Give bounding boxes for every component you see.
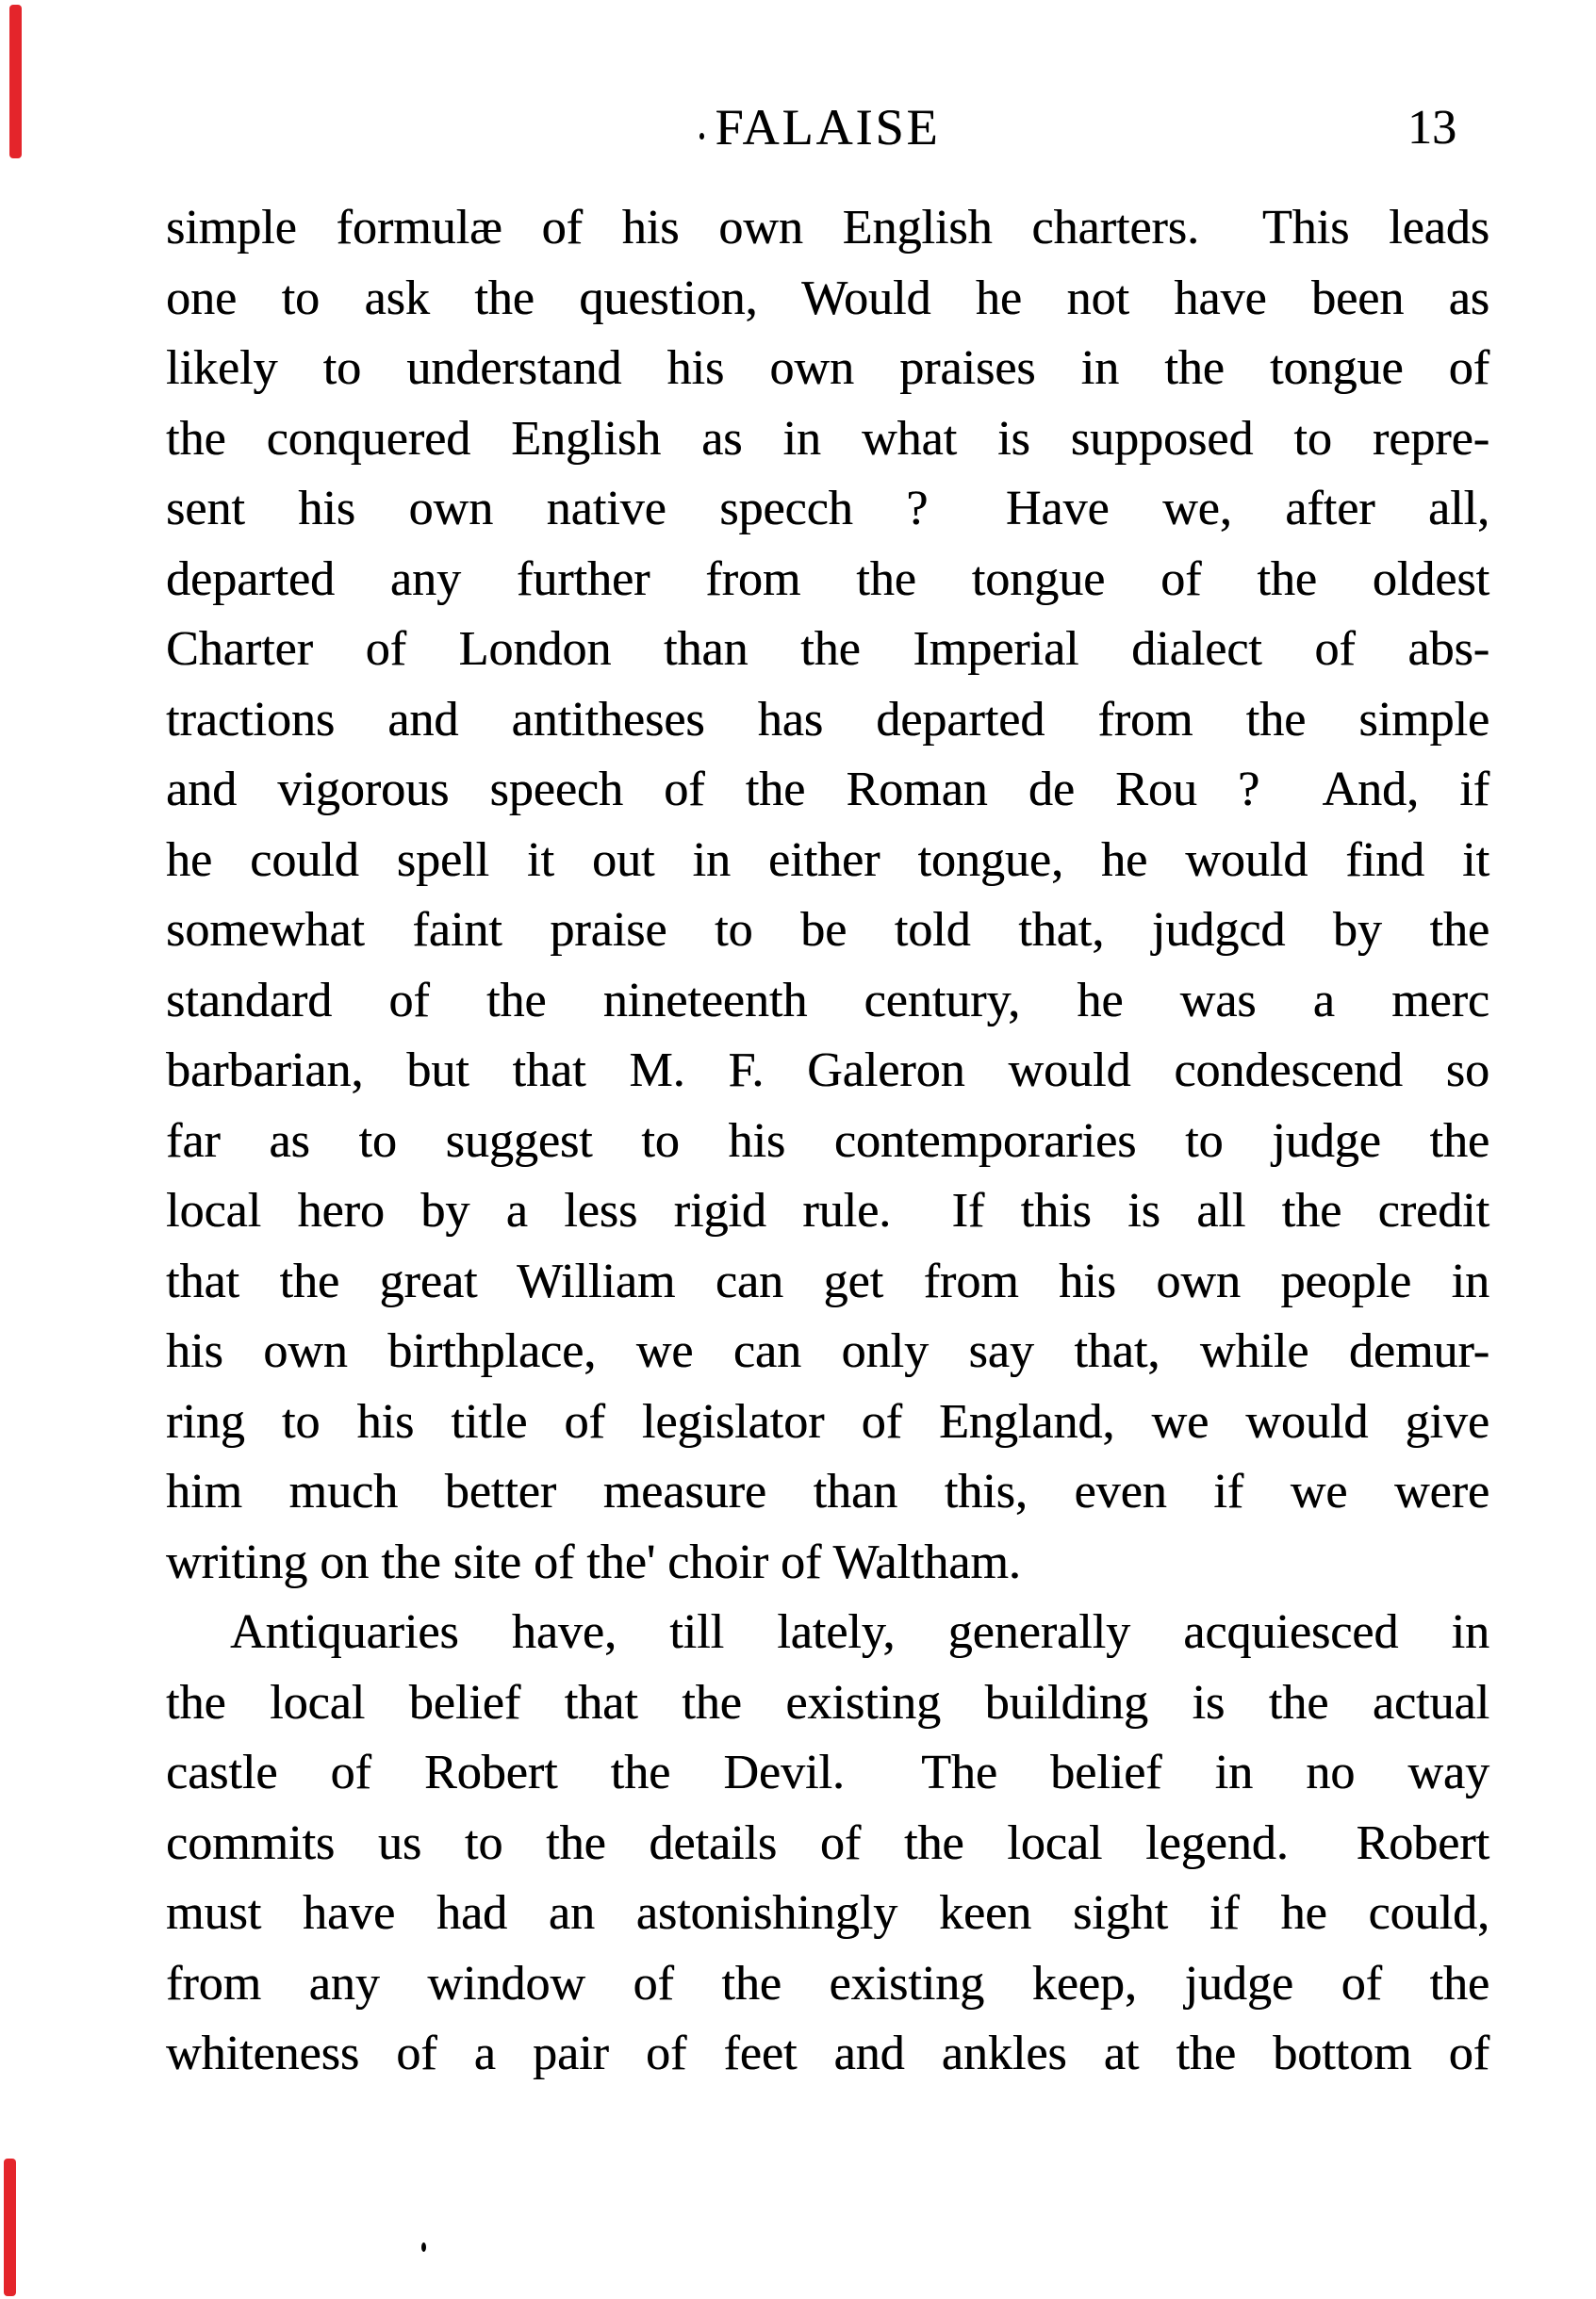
text-line: simple formulæ of his own English charters. This leads xyxy=(166,201,1489,255)
text-line: castle of Robert the Devil. The belief in no way xyxy=(166,1746,1489,1799)
text-line: local hero by a less rigid rule. If this is all the credit xyxy=(166,1184,1489,1238)
text-line: Antiquaries have, till lately, generally acquiesced in xyxy=(230,1605,1489,1659)
text-line: the local belief that the existing building is the actual xyxy=(166,1675,1489,1730)
red-scan-mark-bottom-left xyxy=(4,2159,16,2296)
text-line: commits us to the details of the local legend. Robert xyxy=(166,1815,1489,1870)
red-scan-mark-top-left xyxy=(9,5,22,158)
text-line: from any window of the existing keep, judge of the xyxy=(166,1956,1489,2011)
running-head-title: FALAISE xyxy=(715,99,941,156)
text-line: whiteness of a pair of feet and ankles at the bottom of xyxy=(166,2027,1489,2080)
text-line: ring to his title of legislator of England, we would give xyxy=(166,1394,1489,1449)
text-line: departed any further from the tongue of the oldest xyxy=(166,551,1489,606)
paragraph xyxy=(166,193,1489,1598)
text-line: barbarian, but that M. F. Galeron would condescend so xyxy=(166,1043,1489,1097)
text-line: tractions and antitheses has departed from the simple xyxy=(166,692,1489,747)
text-line: the conquered English as in what is supposed to repre- xyxy=(166,411,1489,466)
text-line: somewhat faint praise to be told that, judgcd by the xyxy=(166,903,1489,957)
text-line: his own birthplace, we can only say that, while demur- xyxy=(166,1324,1489,1378)
text-line: one to ask the question, Would he not have been as xyxy=(166,271,1489,325)
text-line: far as to suggest to his contemporaries to judge the xyxy=(166,1113,1489,1168)
paragraph xyxy=(166,1598,1489,2090)
text-block xyxy=(166,193,1489,2090)
text-line: and vigorous speech of the Roman de Rou ? And, if xyxy=(166,763,1489,816)
ink-speck-bottom xyxy=(421,2242,426,2252)
text-line: writing on the site of the' choir of Waltham. xyxy=(166,1535,1021,1589)
page-number: 13 xyxy=(1407,101,1456,155)
text-line: him much better measure than this, even if we were xyxy=(166,1465,1489,1519)
text-line: sent his own native specch ? Have we, after all, xyxy=(166,482,1489,535)
text-line: likely to understand his own praises in the tongue of xyxy=(166,341,1489,395)
text-line: that the great William can get from his own people in xyxy=(166,1254,1489,1308)
text-line: he could spell it out in either tongue, he would find it xyxy=(166,832,1489,887)
text-line: Charter of London than the Imperial dialect of abs- xyxy=(166,622,1489,676)
text-line: must have had an astonishingly keen sight if he could, xyxy=(166,1886,1489,1940)
text-line: standard of the nineteenth century, he was a merc xyxy=(166,973,1489,1027)
